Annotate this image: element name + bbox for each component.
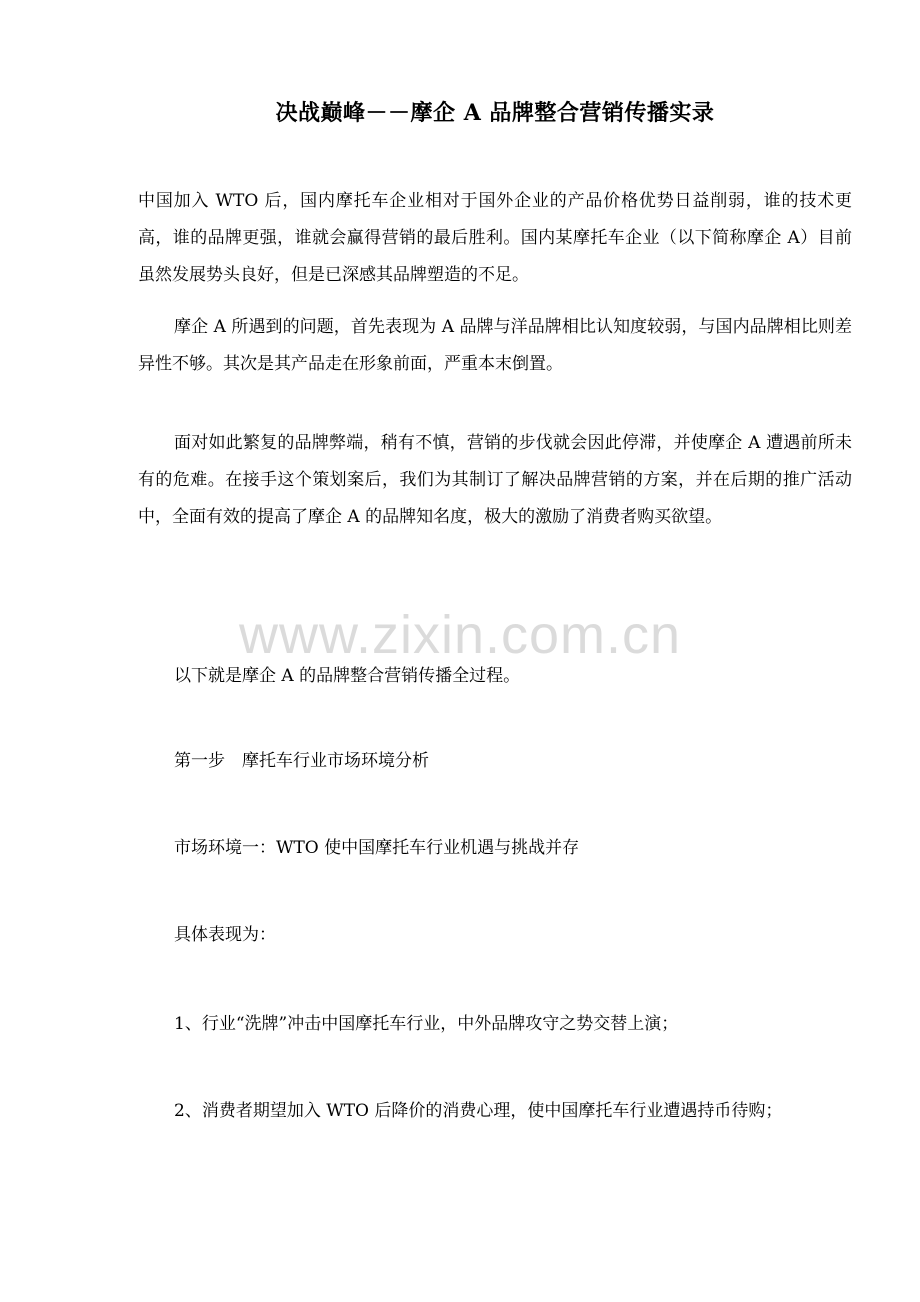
document-title: 决战巅峰－－摩企 A 品牌整合营销传播实录 <box>275 100 715 126</box>
step-heading: 第一步 摩托车行业市场环境分析 <box>174 751 429 771</box>
details-label: 具体表现为： <box>174 925 276 945</box>
watermark-text: www.zixin.com.cn <box>238 605 682 665</box>
paragraph-intro: 中国加入 WTO 后，国内摩托车企业相对于国外企业的产品价格优势日益削弱，谁的技术更高，谁的品牌更强，谁就会赢得营销的最后胜利。国内某摩托车企业（以下简称摩企 A）目前虽然发展势头良好，但是已深感其品牌塑造的不足。 <box>138 191 852 285</box>
paragraph-overview: 以下就是摩企 A 的品牌整合营销传播全过程。 <box>174 666 521 686</box>
list-item: 2、消费者期望加入 WTO 后降价的消费心理，使中国摩托车行业遭遇持币待购； <box>174 1101 783 1121</box>
list-item: 1、行业“洗牌”冲击中国摩托车行业，中外品牌攻守之势交替上演； <box>174 1014 679 1034</box>
paragraph-problems: 摩企 A 所遇到的问题，首先表现为 A 品牌与洋品牌相比认知度较弱，与国内品牌相比则差异性不够。其次是其产品走在形象前面，严重本末倒置。 <box>138 317 852 374</box>
market-environment-heading: 市场环境一：WTO 使中国摩托车行业机遇与挑战并存 <box>174 838 580 858</box>
paragraph-solution: 面对如此繁复的品牌弊端，稍有不慎，营销的步伐就会因此停滞，并使摩企 A 遭遇前所未有的危难。在接手这个策划案后，我们为其制订了解决品牌营销的方案，并在后期的推广活动中，全面有效的提高了摩企 A 的品牌知名度，极大的激励了消费者购买欲望。 <box>138 433 852 527</box>
